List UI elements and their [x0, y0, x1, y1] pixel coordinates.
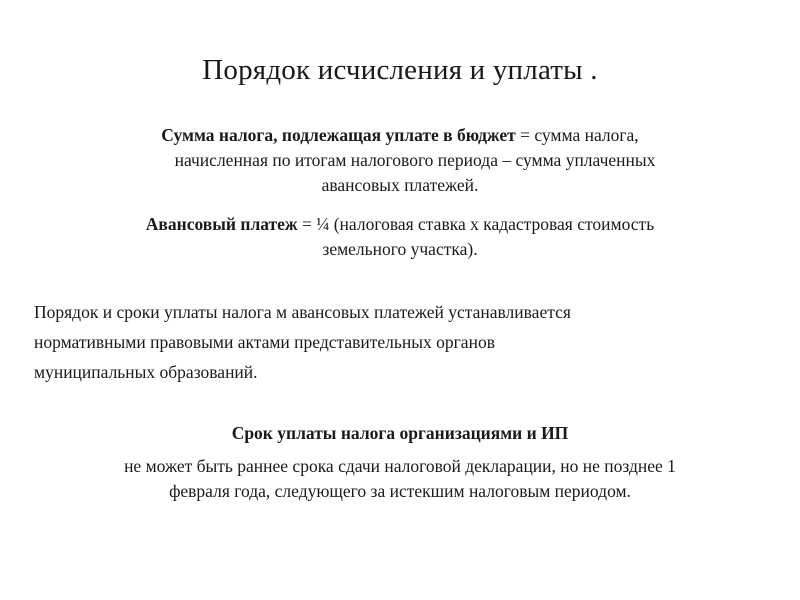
advance-paragraph — [60, 212, 740, 262]
deadline-heading-text: Срок уплаты налога организациями и ИП — [231, 423, 569, 443]
tax-sum-line-1-rest: = сумма налога, — [515, 125, 639, 145]
procedure-line-2: нормативными правовыми актами представительных органов — [34, 332, 495, 352]
advance-line-1 — [60, 212, 740, 237]
deadline-paragraph — [30, 454, 770, 504]
tax-sum-line-2: начисленная по итогам налогового периода – сумма уплаченных — [174, 150, 656, 170]
tax-sum-label: Сумма налога, подлежащая уплате в бюджет — [161, 125, 516, 145]
slide-title: Порядок исчисления и уплаты . — [202, 54, 598, 86]
tax-sum-line-1 — [60, 123, 740, 148]
deadline-line-2: февраля года, следующего за истекшим налоговым периодом. — [169, 481, 631, 501]
advance-line-2: земельного участка). — [322, 239, 478, 259]
procedure-line-3: муниципальных образований. — [34, 362, 258, 382]
procedure-line-1: Порядок и сроки уплаты налога м авансовых платежей устанавливается — [34, 302, 571, 322]
tax-sum-line-3: авансовых платежей. — [321, 175, 479, 195]
advance-label: Авансовый платеж — [145, 214, 298, 234]
deadline-line-1: не может быть раннее срока сдачи налоговой декларации, но не позднее 1 — [124, 456, 676, 476]
advance-line-1-rest: = ¼ (налоговая ставка х кадастровая стоимость — [297, 214, 655, 234]
tax-sum-paragraph — [60, 123, 740, 198]
procedure-paragraph — [34, 297, 774, 387]
deadline-heading — [0, 421, 800, 446]
